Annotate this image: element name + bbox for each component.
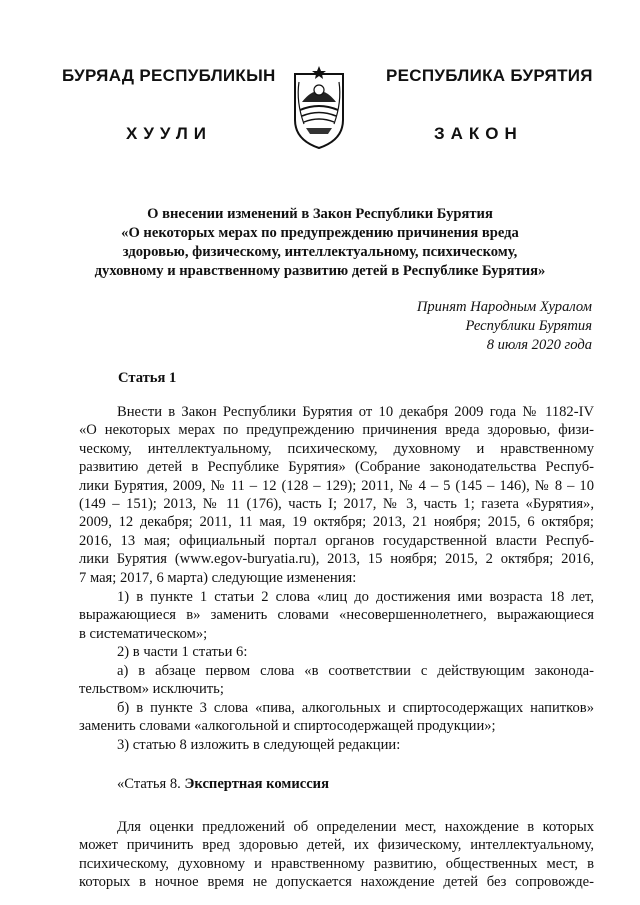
paragraph-line: выражающиеся в» заменить словами «несовершеннолетнего, выражающиеся: [79, 607, 594, 624]
article-intro-paragraph: [79, 403, 594, 587]
paragraph-line: может причинить вред здоровью детей, их физическому, интеллектуальному,: [79, 837, 594, 854]
paragraph-line: 1) в пункте 1 статьи 2 слова «лиц до достижения ими возраста 18 лет,: [117, 589, 594, 605]
paragraph-line: тельством» исключить;: [79, 681, 224, 698]
paragraph-line: психическому, духовному и нравственному развитию, общественных мест, в: [79, 855, 594, 872]
paragraph-line: 2009, 12 декабря; 2011, 11 мая, 19 октября; 2013, 21 ноября; 2015, 6 октября;: [79, 514, 594, 531]
list-item-1: [79, 588, 594, 643]
quoted-article-number: «Статья 8.: [117, 776, 181, 792]
paragraph-line: (149 – 151); 2013, № 11 (176), часть I; 2017, № 3, часть 1; газета «Бурятия»,: [79, 496, 594, 513]
adoption-line: Республики Бурятия: [465, 318, 592, 334]
list-item-2: [79, 643, 594, 661]
article-heading: Статья 1: [118, 370, 177, 386]
header-right-subtitle: ЗАКОН: [434, 124, 523, 143]
list-item-2a: [79, 662, 594, 699]
law-title-line: здоровью, физическому, интеллектуальному, психическому,: [122, 244, 518, 260]
coat-of-arms-icon: [290, 62, 348, 150]
law-title-line: «О некоторых мерах по предупреждению причинения вреда: [121, 225, 519, 241]
paragraph-line: в систематическом»;: [79, 625, 208, 642]
quoted-article-title: Экспертная комиссия: [184, 776, 329, 792]
header-left-subtitle: ХУУЛИ: [126, 124, 212, 143]
paragraph-line: а) в абзаце первом слова «в соответствии с действующим законода-: [117, 663, 594, 679]
paragraph-line: Внести в Закон Республики Бурятия от 10 декабря 2009 года № 1182-IV: [117, 404, 594, 420]
quoted-article-heading: [117, 776, 329, 793]
header-right-title: РЕСПУБЛИКА БУРЯТИЯ: [386, 66, 593, 85]
adoption-note: [417, 298, 592, 355]
law-title-line: О внесении изменений в Закон Республики Бурятия: [147, 206, 493, 222]
paragraph-line: 7 мая; 2017, 6 марта) следующие изменения:: [79, 569, 357, 586]
paragraph-line: лики Бурятия, 2009, № 11 – 12 (128 – 129); 2011, № 4 – 5 (145 – 146), № 8 – 10: [79, 477, 594, 494]
paragraph-line: Для оценки предложений об определении мест, нахождение в которых: [117, 819, 594, 835]
paragraph-line: 2) в части 1 статьи 6:: [117, 644, 248, 660]
paragraph-line: заменить словами «алкогольной и спиртосодержащей продукции»;: [79, 718, 496, 735]
paragraph-line: 3) статью 8 изложить в следующей редакции:: [117, 737, 401, 753]
paragraph-line: лики Бурятия (www.egov-buryatia.ru), 2013, 15 ноября; 2015, 2 октября; 2016,: [79, 551, 594, 568]
law-title-line: духовному и нравственному развитию детей в Республике Бурятия»: [94, 263, 546, 279]
list-item-2b: [79, 699, 594, 736]
paragraph-line: 2016, 13 мая; официальный портал органов государственной власти Респуб-: [79, 532, 594, 549]
list-item-3: [79, 736, 594, 754]
paragraph-line: б) в пункте 3 слова «пива, алкогольных и спиртосодержащих напитков»: [117, 700, 594, 716]
adoption-date: 8 июля 2020 года: [486, 337, 592, 353]
article-8-paragraph: [79, 818, 594, 892]
paragraph-line: которых в ночное время не допускается нахождение детей без сопровожде-: [79, 874, 594, 891]
paragraph-line: развитию детей в Республике Бурятия» (Собрание законодательства Респуб-: [79, 459, 594, 476]
paragraph-line: «О некоторых мерах по предупреждению причинения вреда здоровью, физи-: [79, 422, 594, 439]
law-title: [60, 205, 580, 281]
paragraph-line: ческому, интеллектуальному, психическому, духовному и нравственному: [79, 440, 594, 457]
adoption-line: Принят Народным Хуралом: [416, 299, 592, 315]
header-left-title: БУРЯАД РЕСПУБЛИКЫН: [62, 66, 276, 85]
